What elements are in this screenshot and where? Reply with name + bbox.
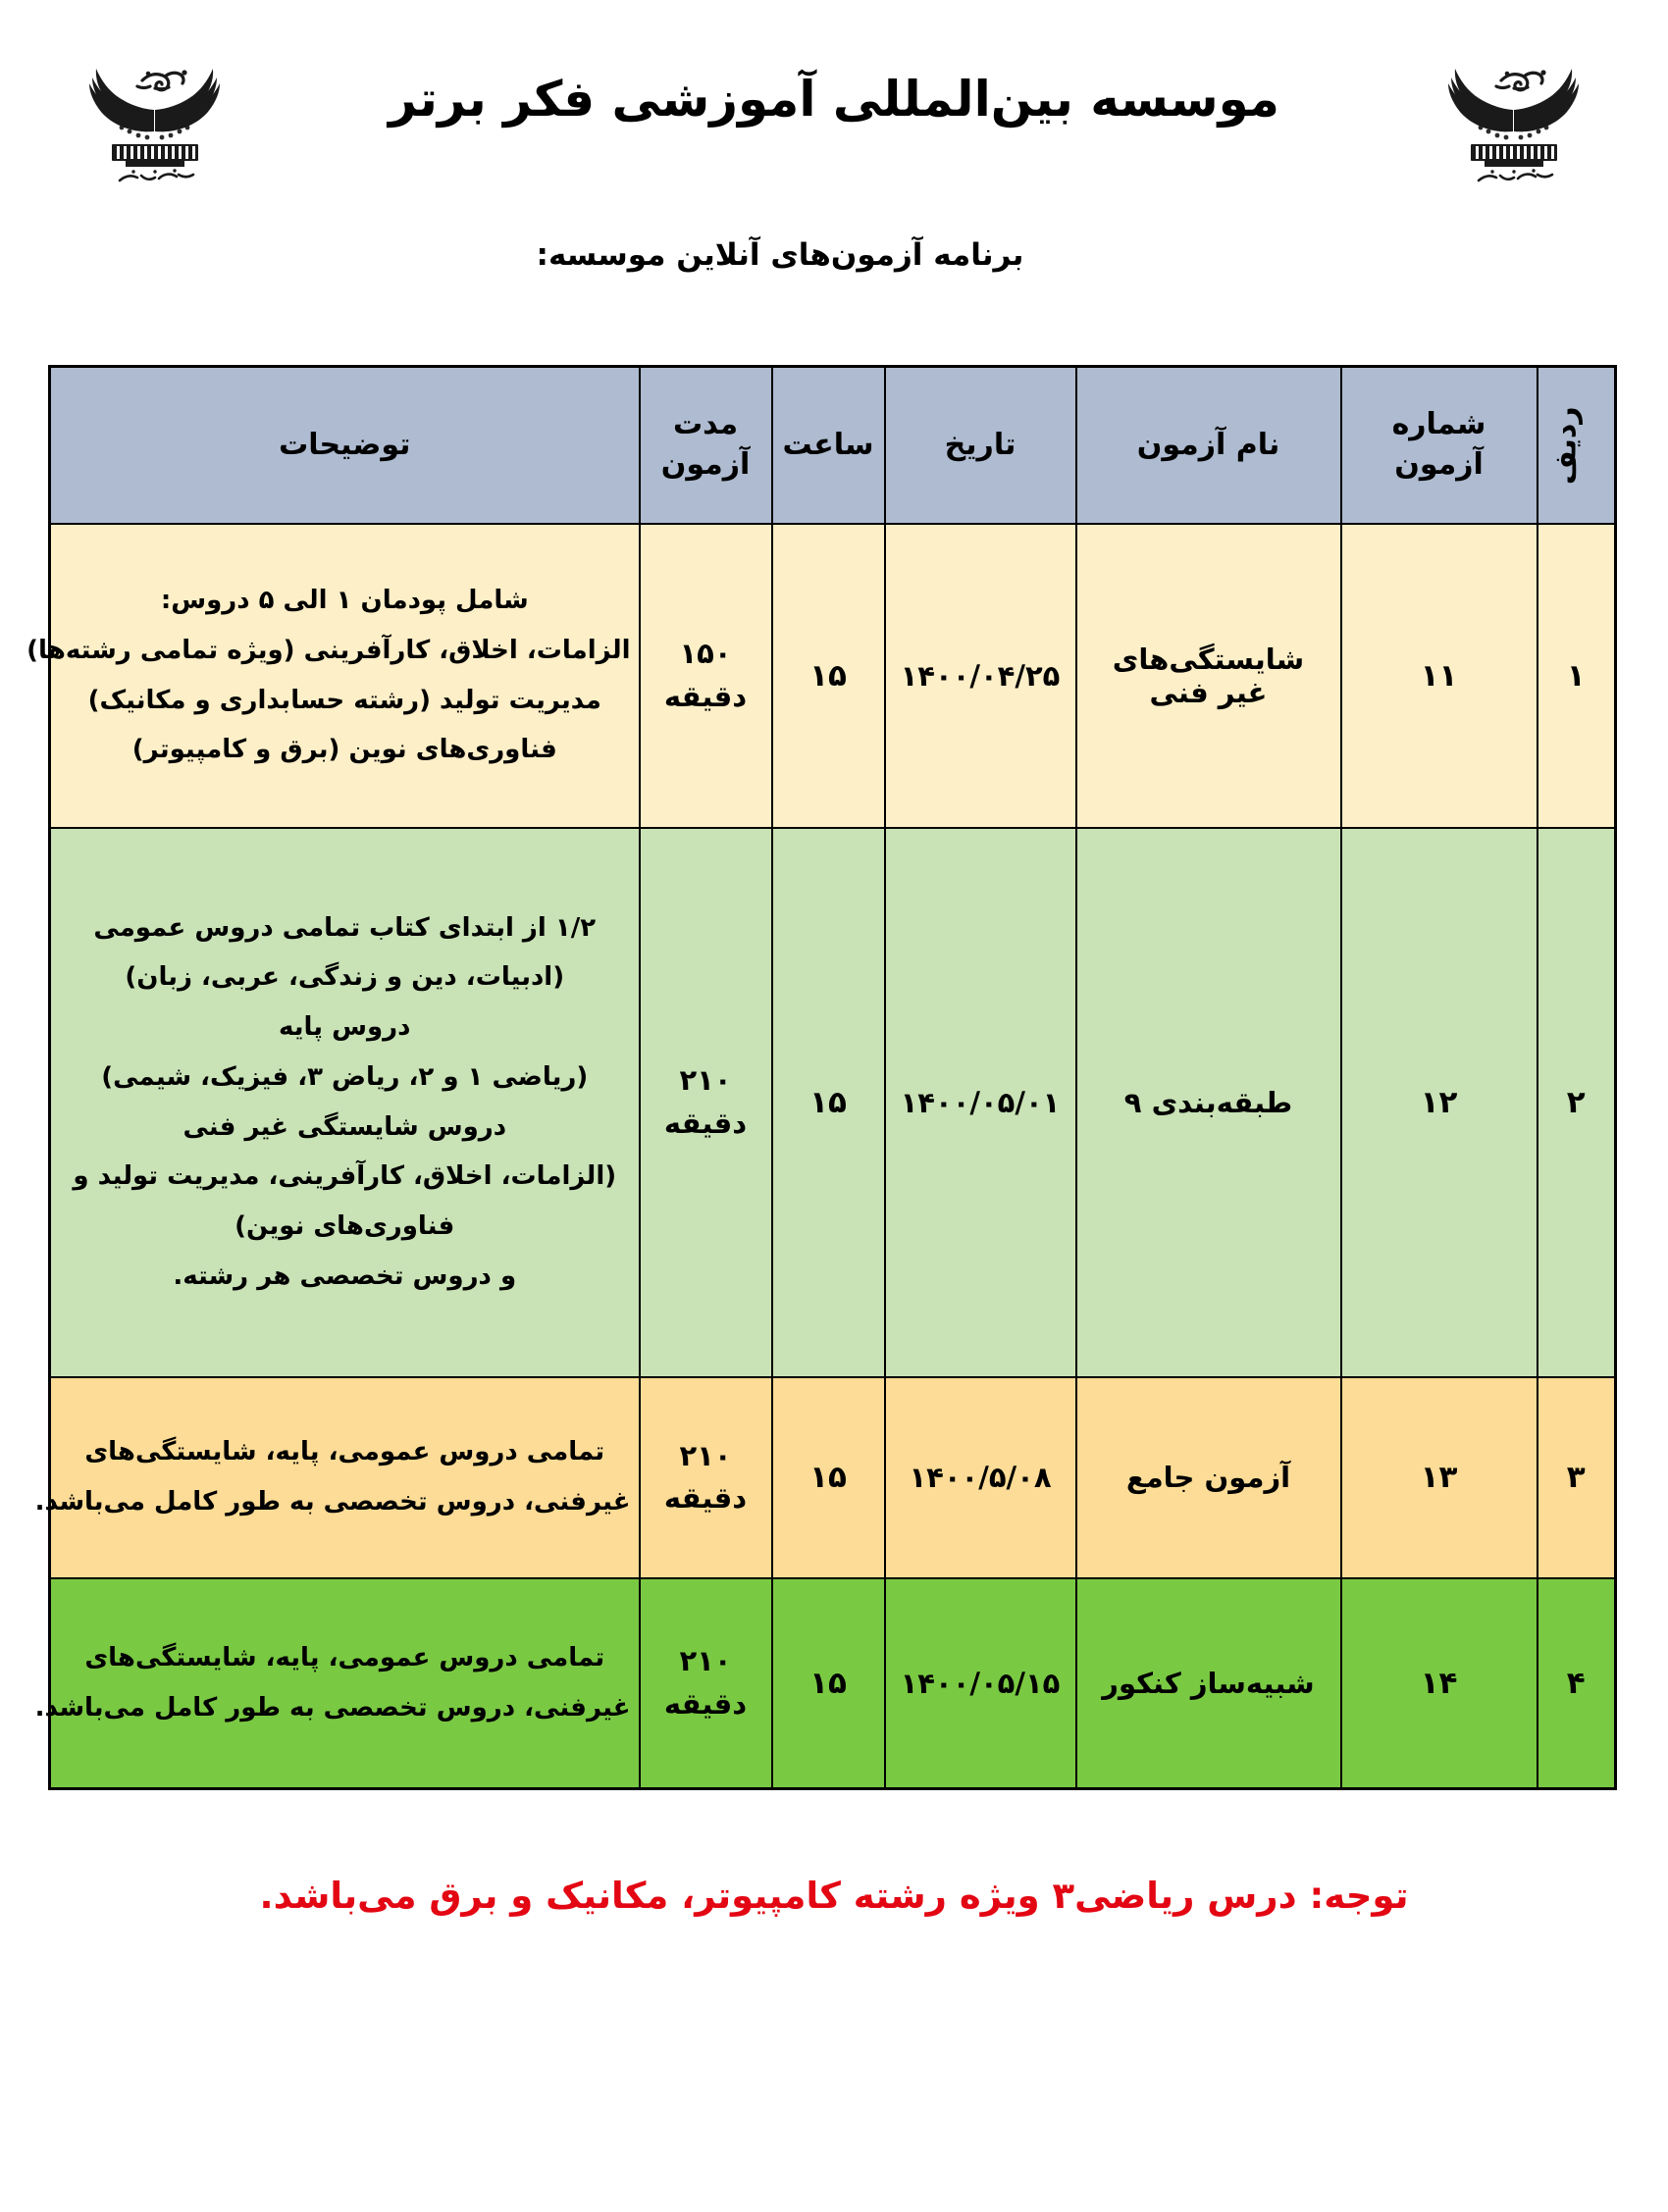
column-header-exam-number-line2: آزمون: [1394, 446, 1484, 482]
cell-date: ۱۴۰۰/۵/۰۸: [885, 1377, 1076, 1578]
table-header-row: [50, 367, 1616, 524]
table-body: [26, 524, 1616, 1789]
institute-logo-right: [1428, 47, 1599, 194]
cell-exam-number: ۱۳: [1341, 1377, 1538, 1578]
institute-logo-left: [69, 47, 240, 194]
description-line: (ریاضی ۱ و ۲، ریاض ۳، فیزیک، شیمی): [101, 1061, 589, 1092]
cell-exam-name: آزمون جامع: [1076, 1377, 1341, 1578]
description-line: (الزامات، اخلاق، کارآفرینی، مدیریت تولید و: [73, 1161, 617, 1192]
cell-date: ۱۴۰۰/۰۵/۱۵: [885, 1578, 1076, 1789]
cell-description: [34, 1578, 640, 1789]
column-header-exam-number: [1341, 367, 1538, 524]
column-header-duration-line2: آزمون: [660, 446, 751, 482]
document-header: [0, 0, 1668, 206]
description-line: تمامی دروس عمومی، پایه، شایستگی‌های: [84, 1437, 605, 1467]
description-line: غیرفنی، دروس تخصصی به طور کامل می‌باشد.: [34, 1487, 631, 1517]
cell-radif: ۴: [1538, 1578, 1616, 1789]
footer-note-text: توجه: درس ریاضی۳ ویژه رشته کامپیوتر، مکانیک و برق می‌باشد.: [259, 1875, 1409, 1917]
cell-exam-name: شبیه‌ساز کنکور: [1076, 1578, 1341, 1789]
column-header-description: توضیحات: [50, 367, 640, 524]
description-line: الزامات، اخلاق، کارآفرینی (ویژه تمامی رشته‌ها): [26, 635, 631, 665]
cell-description: [50, 828, 640, 1377]
column-header-radif: [1538, 367, 1616, 524]
description-line: ۱/۲ از ابتدای کتاب تمامی دروس عمومی: [93, 912, 597, 943]
cell-duration-value: ۲۱۰: [679, 1438, 732, 1472]
table-row: [50, 1377, 1616, 1578]
cell-exam-name: طبقه‌بندی ۹: [1076, 828, 1341, 1377]
column-header-exam-number-line1: شماره: [1391, 407, 1486, 442]
cell-radif: ۲: [1538, 828, 1616, 1377]
description-line: شامل پودمان ۱ الی ۵ دروس:: [160, 586, 529, 616]
column-header-hour: ساعت: [772, 367, 885, 524]
cell-duration: [640, 524, 772, 828]
cell-duration-unit: دقیقه: [663, 679, 748, 713]
cell-hour: ۱۵: [772, 828, 885, 1377]
cell-date: ۱۴۰۰/۰۵/۰۱: [885, 828, 1076, 1377]
cell-duration-value: ۲۱۰: [679, 1644, 732, 1678]
description-line: تمامی دروس عمومی، پایه، شایستگی‌های: [84, 1643, 605, 1673]
cell-hour: ۱۵: [772, 1578, 885, 1789]
schedule-table-container: [26, 365, 1617, 1790]
description-line: فناوری‌های نوین): [235, 1210, 455, 1241]
column-header-date: تاریخ: [885, 367, 1076, 524]
cell-date: ۱۴۰۰/۰۴/۲۵: [885, 524, 1076, 828]
cell-duration-unit: دقیقه: [663, 1481, 748, 1515]
description-line: مدیریت تولید (رشته حسابداری و مکانیک): [87, 685, 601, 715]
subtitle-row: [0, 237, 1668, 306]
description-line: غیرفنی، دروس تخصصی به طور کامل می‌باشد.: [34, 1692, 631, 1723]
cell-duration: [640, 1377, 772, 1578]
description-line: فناوری‌های نوین (برق و کامپیوتر): [131, 735, 557, 765]
cell-radif: ۱: [1538, 524, 1616, 828]
description-line: (ادبیات، دین و زندگی، عربی، زبان): [125, 962, 565, 993]
cell-exam-number: ۱۲: [1341, 828, 1538, 1377]
table-row: [50, 828, 1616, 1377]
cell-exam-name: شایستگی‌های غیر فنی: [1076, 524, 1341, 828]
cell-duration-unit: دقیقه: [663, 1686, 748, 1721]
description-line: دروس پایه: [279, 1012, 411, 1043]
cell-duration-value: ۱۵۰: [679, 637, 732, 670]
table-row: [50, 524, 1616, 828]
table-head: [50, 367, 1616, 524]
exam-schedule-table: [26, 365, 1617, 1790]
cell-hour: ۱۵: [772, 524, 885, 828]
cell-duration: [640, 828, 772, 1377]
column-header-duration-line1: مدت: [672, 407, 739, 442]
footer-note: [0, 1875, 1668, 1917]
cell-duration-unit: دقیقه: [663, 1106, 748, 1140]
cell-description: [34, 1377, 640, 1578]
cell-exam-number: ۱۱: [1341, 524, 1538, 828]
cell-description: [26, 524, 640, 828]
cell-radif: ۳: [1538, 1377, 1616, 1578]
organization-title: موسسه بین‌المللی آموزشی فکر برتر: [389, 71, 1279, 128]
column-header-radif-label: ردیف: [1548, 405, 1584, 485]
column-header-exam-name: نام آزمون: [1076, 367, 1341, 524]
cell-duration-value: ۲۱۰: [679, 1063, 732, 1097]
cell-exam-number: ۱۴: [1341, 1578, 1538, 1789]
cell-hour: ۱۵: [772, 1377, 885, 1578]
cell-duration: [640, 1578, 772, 1789]
page-subtitle: برنامه آزمون‌های آنلاین موسسه:: [536, 237, 1024, 273]
description-line: و دروس تخصصی هر رشته.: [173, 1260, 517, 1291]
description-line: دروس شایستگی غیر فنی: [182, 1111, 507, 1142]
column-header-duration: [640, 367, 772, 524]
table-row: [50, 1578, 1616, 1789]
